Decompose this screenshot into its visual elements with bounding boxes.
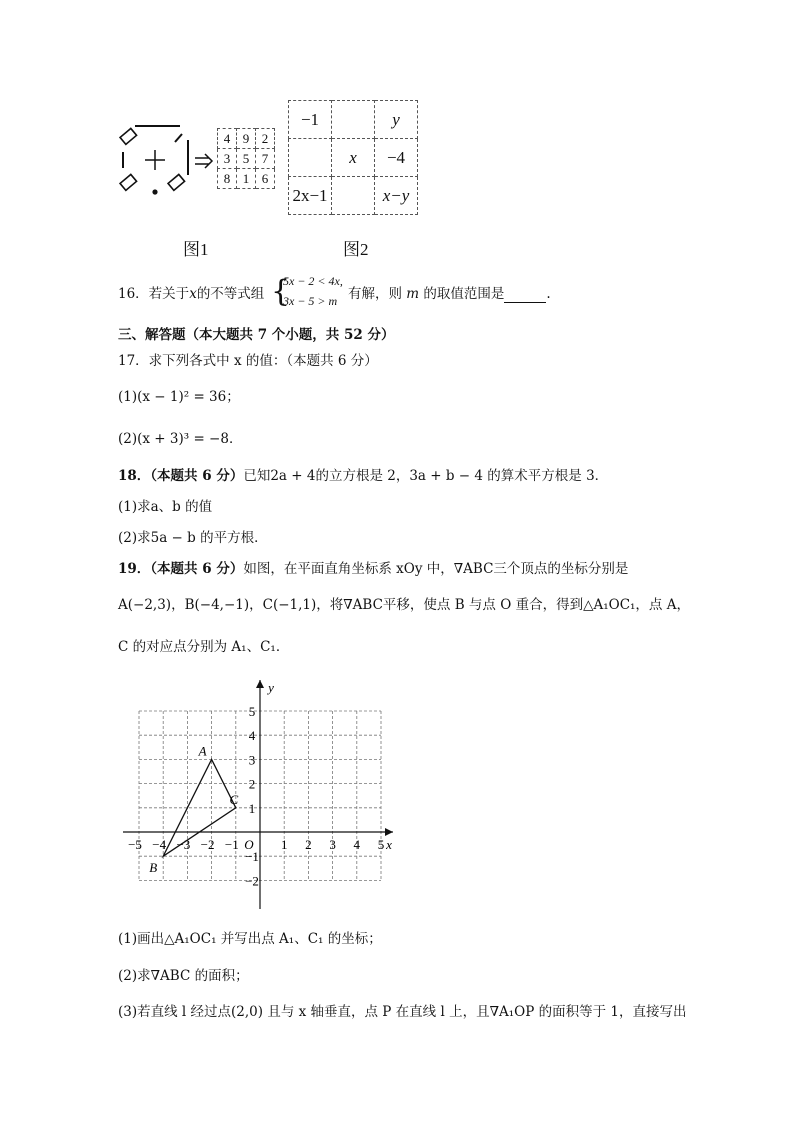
grid-cell: 2x−1 (289, 177, 332, 215)
x-tick-label: −1 (224, 837, 239, 852)
point-label-c: C (229, 791, 239, 807)
q16-mid: 的不等式组 (196, 286, 265, 302)
grid-cell: y (375, 101, 418, 139)
y-tick-label: 4 (248, 728, 256, 744)
grid-cell (332, 177, 375, 215)
q16-m: m (406, 286, 420, 302)
figure1-caption: 图1 (183, 240, 209, 259)
y-axis-label: y (268, 680, 274, 695)
y-tick-label: −2 (245, 873, 259, 889)
q16-tail (348, 285, 551, 303)
q18-text: 已知2a + 4的立方根是 2，3a + b − 4 的算术平方根是 3． (243, 468, 609, 484)
y-axis-arrow (256, 680, 264, 688)
magic-square-3x3 (217, 128, 275, 189)
grid-cell: −1 (289, 101, 332, 139)
question-18-part2: (2)求5a − b 的平方根． (118, 530, 268, 546)
question-19-line3: C 的对应点分别为 A₁、C₁． (118, 639, 290, 655)
q16-system-line2: 3x − 5 > m (283, 294, 338, 308)
question-19-part2: (2)求∇ABC 的面积； (118, 968, 249, 984)
question-19-title (118, 560, 628, 578)
grid-cell (289, 139, 332, 177)
grid-cell: 1 (237, 169, 256, 189)
grid-cell: 6 (256, 169, 275, 189)
y-tick-label: 5 (248, 704, 256, 719)
q19-score: 19．（本题共 6 分） (118, 561, 244, 577)
grid-cell (332, 101, 375, 139)
question-17-part2: (2)(x + 3)³ = −8． (118, 431, 243, 447)
question-19-part3: (3)若直线 l 经过点(2,0) 且与 x 轴垂直，点 P 在直线 l 上，且∇A₁OP 的面积等于 1，直接写出 (118, 1004, 687, 1020)
grid-cell: 8 (218, 169, 237, 189)
answer-blank[interactable] (504, 290, 546, 303)
y-tick-label: 2 (248, 776, 256, 792)
grid-cell: 9 (237, 129, 256, 149)
y-tick-label: 3 (248, 752, 256, 768)
q16-suffix1: 有解，则 (348, 286, 402, 302)
question-18-title (118, 467, 608, 485)
x-tick-label: −2 (200, 837, 215, 852)
grid-cell: 5 (237, 149, 256, 169)
q19-text: 如图，在平面直角坐标系 xOy 中，∇ABC三个顶点的坐标分别是 (243, 561, 629, 577)
x-axis-arrow (385, 828, 393, 836)
grid-cell: x−y (375, 177, 418, 215)
point-label-a: A (198, 743, 207, 759)
q18-score: 18．（本题共 6 分） (118, 468, 244, 484)
q16-var: x (189, 286, 197, 302)
y-tick-label: −1 (245, 849, 259, 865)
figure2-grid (288, 100, 418, 215)
grid-cell: 3 (218, 149, 237, 169)
magic-square-symbol (115, 120, 215, 200)
y-tick-label: 1 (248, 800, 256, 816)
grid-cell: 7 (256, 149, 275, 169)
coordinate-grid (115, 672, 405, 912)
figure2-caption: 图2 (343, 240, 369, 259)
grid-cell: −4 (375, 139, 418, 177)
grid-cell: 2 (256, 129, 275, 149)
q16-prefix: 16．若关于 (118, 286, 190, 302)
q16-suffix2: 的取值范围是 (423, 286, 505, 302)
x-tick-label: −5 (128, 837, 142, 852)
q16-system-line1: 5x − 2 < 4x, (283, 274, 343, 288)
question-17-title: 17．求下列各式中 x 的值：（本题共 6 分） (118, 353, 378, 369)
x-axis-label: x (386, 837, 392, 852)
point-label-b: B (149, 860, 158, 876)
question-18-part1: (1)求a、b 的值 (118, 499, 213, 515)
x-tick-label: 2 (305, 837, 312, 852)
grid-cell: 4 (218, 129, 237, 149)
question-19-line2: A(−2,3)，B(−4,−1)，C(−1,1)，将∇ABC平移，使点 B 与点 O 重合，得到△A₁OC₁，点 A， (118, 597, 690, 613)
x-tick-label: −4 (152, 837, 167, 852)
q16-end: . (546, 286, 551, 302)
grid-cell: x (332, 139, 375, 177)
x-tick-label: 3 (329, 837, 336, 852)
x-tick-label: −3 (176, 837, 191, 852)
question-19-part1: (1)画出△A₁OC₁ 并写出点 A₁、C₁ 的坐标； (118, 931, 382, 947)
system-brace: { (271, 274, 291, 309)
origin-label: O (244, 837, 254, 852)
x-tick-label: 5 (377, 837, 385, 852)
x-tick-label: 4 (353, 837, 361, 852)
section-heading: 三、解答题（本大题共 7 个小题，共 52 分） (118, 327, 395, 343)
question-17-part1: (1)(x − 1)² = 36； (118, 389, 240, 405)
question-16 (118, 285, 264, 303)
x-tick-label: 1 (280, 837, 288, 852)
